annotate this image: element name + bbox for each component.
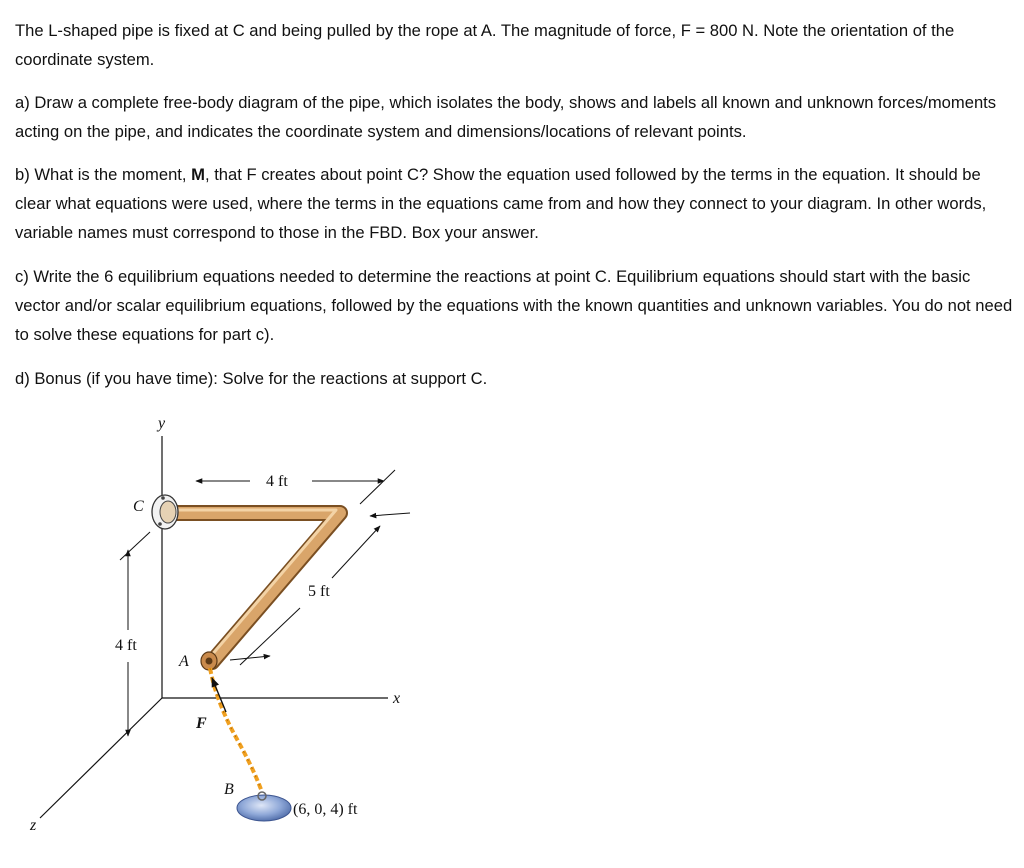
anchor-b — [224, 781, 358, 821]
rope-strand — [210, 668, 262, 792]
dim-top-label: 4 ft — [266, 473, 288, 490]
support-c — [133, 495, 178, 529]
part-c-text: c) Write the 6 equilibrium equations needed to determine the reactions at point C. Equilibrium equations should start with the basic vector and/or scalar equilibrium equations, followed by the equations with the known quantities and unknown variables. You do not need to solve these equations for part c). — [15, 267, 1013, 344]
part-b-text — [15, 160, 1015, 247]
dim-diag-ext-lower — [230, 656, 270, 660]
dim-vert-ext-top — [120, 532, 150, 560]
z-axis-line — [40, 698, 162, 818]
z-axis-label: z — [30, 817, 37, 834]
dim-diag-label: 5 ft — [308, 583, 330, 600]
point-b-coordinates: (6, 0, 4) ft — [293, 801, 358, 818]
force-arrow — [212, 678, 226, 712]
support-flange-inner — [160, 501, 176, 523]
rope-twist — [210, 668, 262, 792]
part-b-end: , that F creates about point C? Show the equation used followed by the terms in the equation. It should be clear what equations were used, where the terms in the equations came from and how they connect to your diagram. In other words, variable names must correspond to those in the FBD. Box your answer. — [15, 165, 987, 242]
y-axis-label: y — [158, 415, 166, 432]
part-d-text: d) Bonus (if you have time): Solve for the reactions at support C. — [15, 369, 488, 388]
part-b-start: b) What is the moment, — [15, 165, 192, 184]
force-label: F — [196, 715, 207, 732]
dim-diag-line-upper — [332, 526, 380, 578]
axes — [29, 415, 400, 834]
part-a-text: a) Draw a complete free-body diagram of the pipe, which isolates the body, shows and labels all known and unknown forces/moments acting on the pipe, and indicates the coordinate system and dimensions/locations of relevant points. — [15, 93, 997, 141]
point-b-label: B — [224, 781, 234, 798]
dim-top-ext-right — [360, 470, 395, 504]
bolt-bottom — [158, 522, 162, 526]
dim-vert-label: 4 ft — [115, 637, 137, 654]
x-axis-label: x — [393, 690, 401, 707]
point-c-label: C — [133, 498, 144, 515]
problem-intro: The L-shaped pipe is fixed at C and being pulled by the rope at A. The magnitude of force, F = 800 N. Note the orientation of the coordinate system. — [15, 21, 955, 69]
bolt-top — [161, 496, 165, 500]
pipe-figure — [0, 400, 480, 860]
dim-diag-ext — [370, 513, 410, 516]
moment-symbol: M — [191, 165, 205, 184]
point-a-label: A — [179, 653, 189, 670]
rope — [178, 653, 262, 792]
pipe-end-a-hole — [206, 658, 213, 665]
